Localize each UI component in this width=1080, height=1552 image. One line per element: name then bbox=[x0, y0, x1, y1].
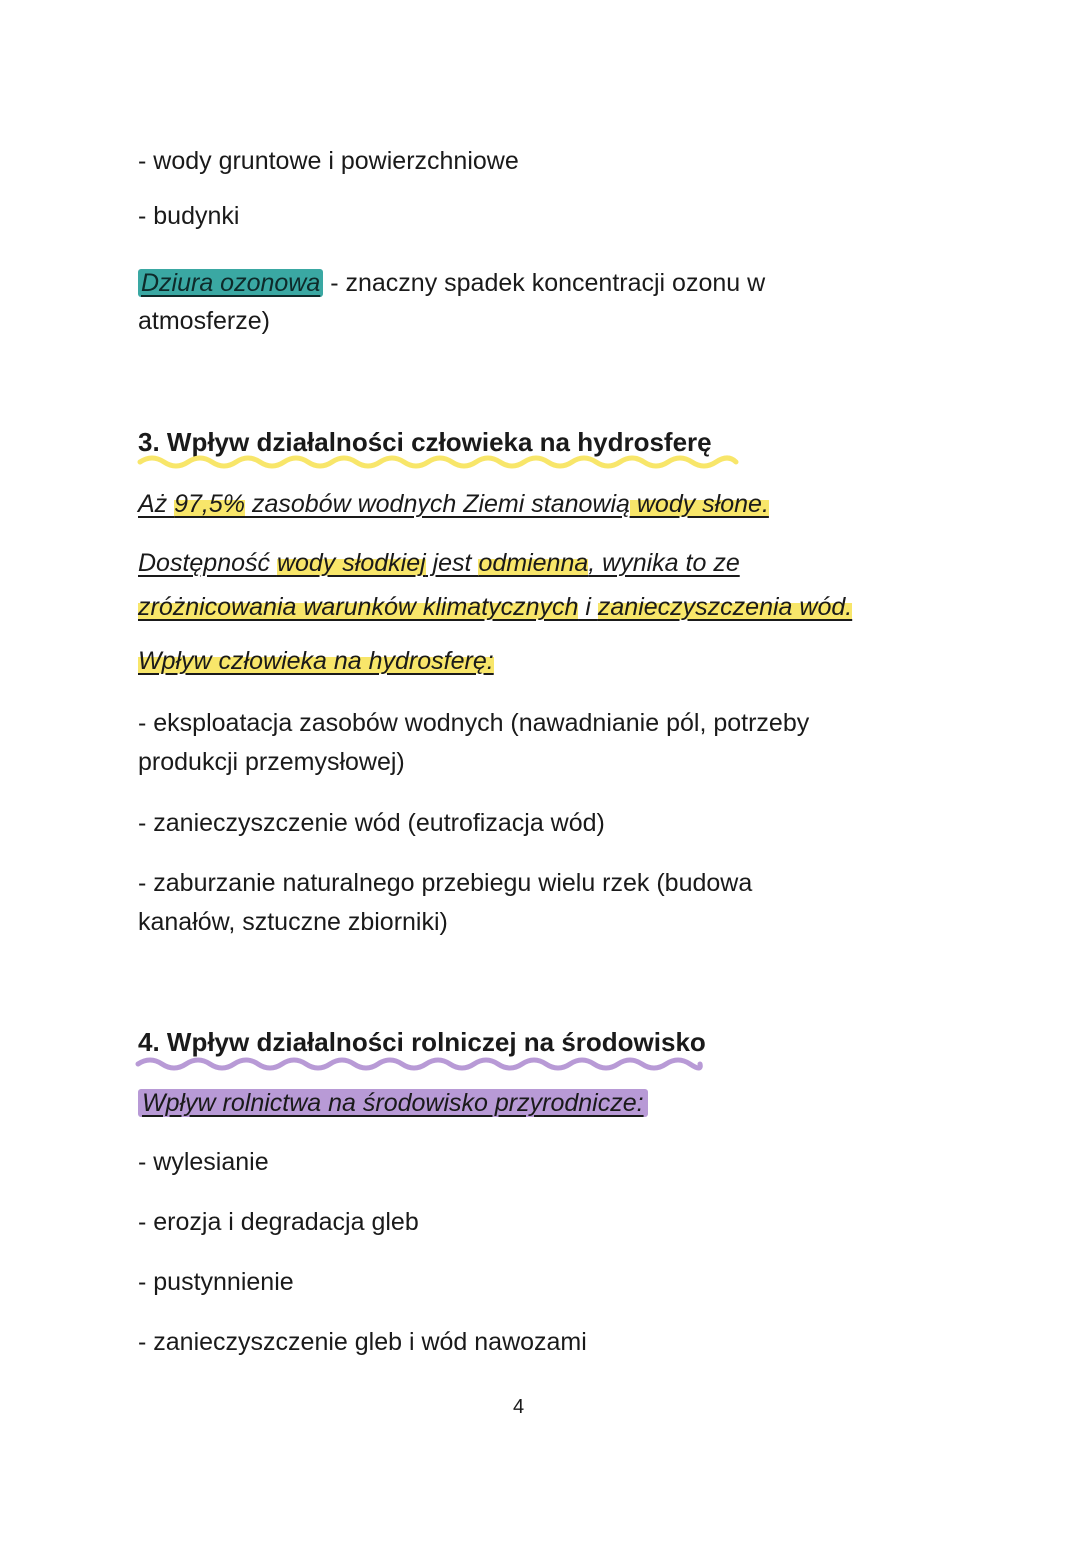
highlight-span: wody słodkiej bbox=[276, 549, 426, 577]
list-item: - zanieczyszczenie gleb i wód nawozami bbox=[138, 1328, 587, 1356]
list-item: - wody gruntowe i powierzchniowe bbox=[138, 147, 519, 175]
yellow-wavy-underline bbox=[140, 454, 740, 470]
highlight-span: odmienna bbox=[478, 549, 589, 577]
highlight-span: Wpływ człowieka na hydrosferę: bbox=[138, 647, 494, 675]
list-item: - budynki bbox=[138, 202, 240, 230]
list-item-continued: kanałów, sztuczne zbiorniki) bbox=[138, 908, 448, 936]
section-3-subheading bbox=[138, 642, 494, 680]
text-span: jest bbox=[425, 549, 479, 577]
list-item-continued: produkcji przemysłowej) bbox=[138, 748, 405, 776]
ozone-definition bbox=[138, 264, 765, 302]
highlight-span: wody słone. bbox=[629, 490, 769, 518]
list-item: - pustynnienie bbox=[138, 1268, 294, 1296]
ozone-definition-continued: atmosferze) bbox=[138, 307, 270, 335]
list-item: - zaburzanie naturalnego przebiegu wielu rzek (budowa bbox=[138, 869, 753, 897]
ozone-term: Dziura ozonowa bbox=[138, 269, 323, 297]
highlight-span: 97,5% bbox=[174, 490, 246, 518]
text-span: i bbox=[578, 593, 598, 621]
section-4-heading: 4. Wpływ działalności rolniczej na środowisko bbox=[138, 1027, 706, 1057]
paragraph-line bbox=[138, 485, 769, 523]
ozone-definition-text: - znaczny spadek koncentracji ozonu w bbox=[323, 269, 766, 297]
text-span: zasobów wodnych Ziemi stanowią bbox=[245, 490, 630, 518]
section-4-subheading bbox=[138, 1084, 648, 1122]
list-item: - erozja i degradacja gleb bbox=[138, 1208, 419, 1236]
paragraph-line bbox=[138, 544, 740, 582]
text-span: Aż bbox=[138, 490, 175, 518]
page-number: 4 bbox=[513, 1396, 525, 1418]
list-item: - eksploatacja zasobów wodnych (nawadnianie pól, potrzeby bbox=[138, 709, 810, 737]
list-item: - wylesianie bbox=[138, 1148, 269, 1176]
purple-wavy-underline bbox=[138, 1056, 703, 1072]
highlight-span: zanieczyszczenia wód. bbox=[597, 593, 853, 621]
list-item: - zanieczyszczenie wód (eutrofizacja wód) bbox=[138, 809, 605, 837]
highlight-span: Wpływ rolnictwa na środowisko przyrodnicze: bbox=[138, 1089, 648, 1117]
highlight-span: zróżnicowania warunków klimatycznych bbox=[138, 593, 579, 621]
section-3-heading: 3. Wpływ działalności człowieka na hydrosferę bbox=[138, 427, 712, 457]
text-span: , wynika to ze bbox=[588, 549, 740, 577]
text-span: Dostępność bbox=[138, 549, 277, 577]
paragraph-line bbox=[138, 588, 852, 626]
